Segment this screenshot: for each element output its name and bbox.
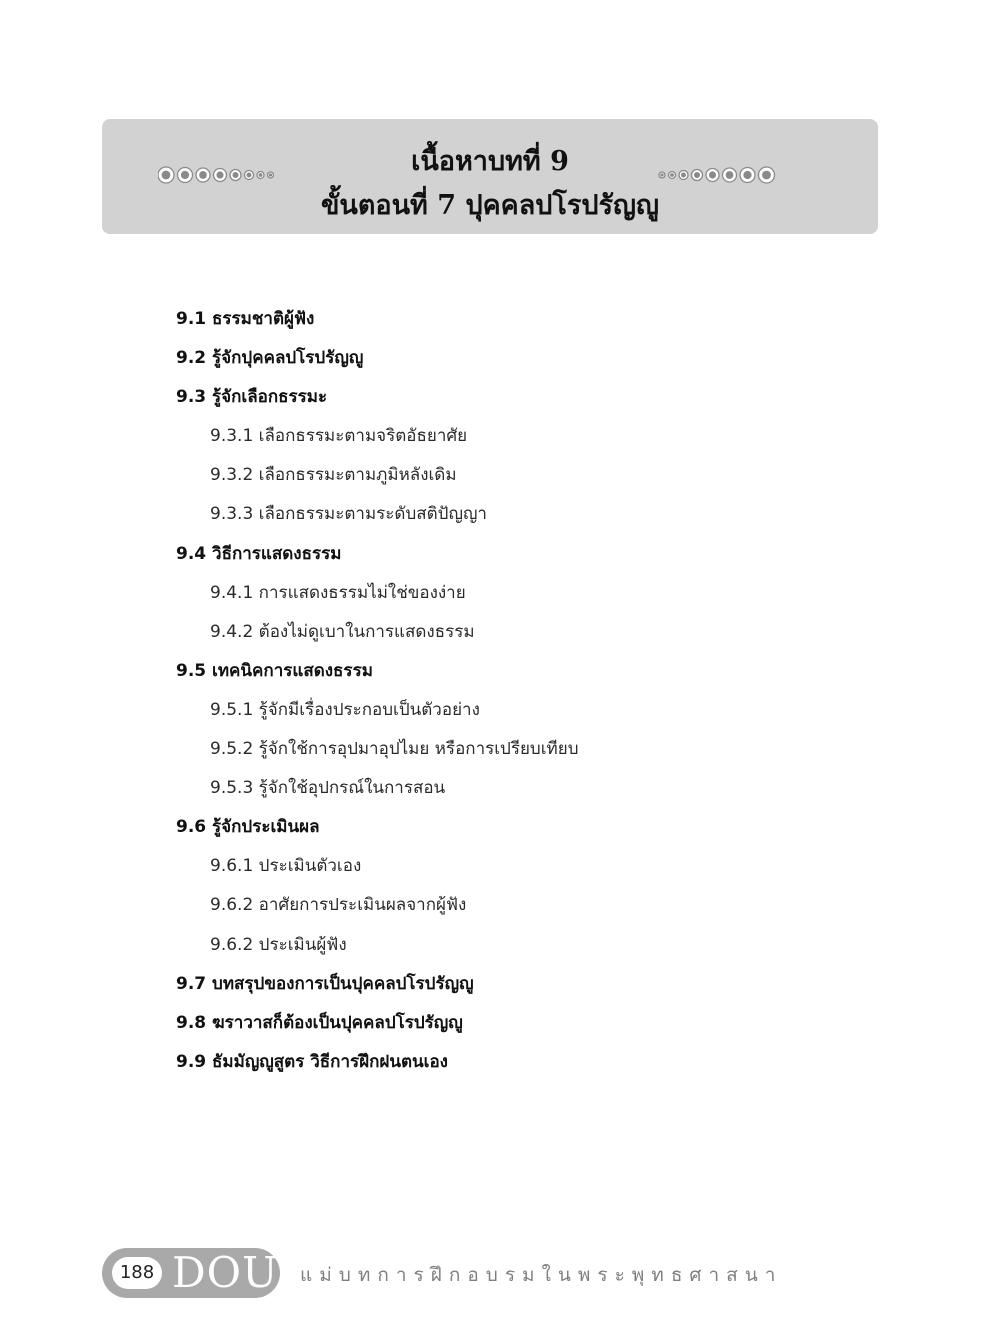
ornament-dot-center	[694, 172, 700, 178]
ornament-dot-center	[762, 171, 771, 180]
toc-section: 9.3 รู้จักเลือกธรรมะ	[176, 387, 328, 408]
chapter-subtitle: ขั้นตอนที่ 7 ปุคคลปโรปรัญญู	[320, 190, 660, 221]
toc-subsection: 9.3.2 เลือกธรรมะตามภูมิหลังเดิม	[210, 465, 457, 486]
dou-logo: DOU	[172, 1248, 279, 1297]
toc-section: 9.4 วิธีการแสดงธรรม	[176, 543, 342, 564]
chapter-title: เนื้อหาบทที่ 9	[411, 146, 569, 177]
toc-section: 9.8 ฆราวาสก็ต้องเป็นปุคคลปโรปรัญญู	[176, 1012, 463, 1033]
table-of-contents	[176, 300, 896, 1082]
toc-subsection: 9.3.3 เลือกธรรมะตามระดับสติปัญญา	[210, 504, 487, 525]
ornament-dot-center	[743, 171, 751, 179]
toc-section: 9.2 รู้จักปุคคลปโรปรัญญู	[176, 348, 364, 369]
page-number: 188	[112, 1257, 162, 1289]
ornament-dot-center	[726, 171, 734, 179]
toc-subsection: 9.5.1 รู้จักมีเรื่องประกอบเป็นตัวอย่าง	[210, 699, 480, 720]
toc-section: 9.9 ธัมมัญญูสูตร วิธีการฝึกฝนตนเอง	[176, 1051, 448, 1072]
toc-subsection: 9.5.2 รู้จักใช้การอุปมาอุปไมย หรือการเปรียบเทียบ	[210, 739, 579, 760]
toc-section: 9.1 ธรรมชาติผู้ฟัง	[176, 309, 315, 329]
toc-subsection: 9.3.1 เลือกธรรมะตามจริตอัธยาศัย	[210, 426, 468, 447]
footer-badge	[102, 1248, 280, 1298]
toc-subsection: 9.6.2 ประเมินผู้ฟัง	[210, 934, 347, 955]
ornament-dot-center	[709, 171, 716, 178]
book-title: แม่บทการฝึกอบรมในพระพุทธศาสนา	[300, 1264, 783, 1286]
toc-subsection: 9.6.2 อาศัยการประเมินผลจากผู้ฟัง	[210, 895, 467, 916]
ornament-dot-center	[660, 173, 663, 176]
toc-section: 9.5 เทคนิคการแสดงธรรม	[176, 660, 373, 681]
toc-section: 9.6 รู้จักประเมินผล	[176, 817, 320, 838]
ornament-dot-center	[670, 173, 674, 177]
toc-subsection: 9.6.1 ประเมินตัวเอง	[210, 856, 362, 877]
toc-subsection: 9.5.3 รู้จักใช้อุปกรณ์ในการสอน	[210, 778, 446, 799]
toc-subsection: 9.4.2 ต้องไม่ดูเบาในการแสดงธรรม	[210, 621, 475, 642]
toc-subsection: 9.4.1 การแสดงธรรมไม่ใช่ของง่าย	[210, 582, 466, 603]
ornament-dot-center	[681, 173, 686, 178]
decorative-dots-icon	[654, 163, 802, 187]
toc-section: 9.7 บทสรุปของการเป็นปุคคลปโรปรัญญู	[176, 973, 474, 994]
chapter-header	[102, 119, 878, 234]
